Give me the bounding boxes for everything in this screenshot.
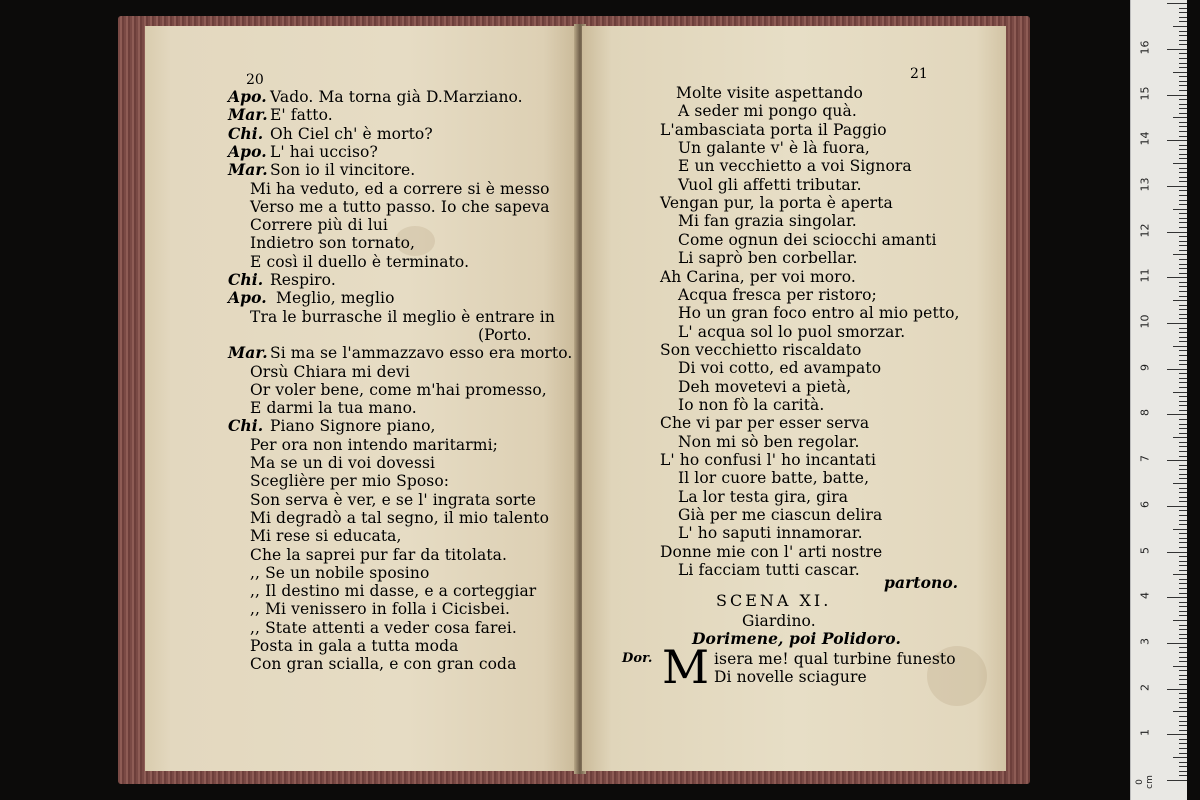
ruler-tick — [1167, 734, 1187, 735]
ruler-tick — [1179, 647, 1187, 648]
ruler-tick — [1179, 227, 1187, 228]
ruler-tick — [1167, 369, 1187, 370]
ruler-tick — [1179, 373, 1187, 374]
ruler-tick — [1179, 501, 1187, 502]
ruler-tick — [1179, 693, 1187, 694]
ruler-tick — [1179, 762, 1187, 763]
ruler-tick — [1179, 510, 1187, 511]
verse-line: Ho un gran foco entro al mio petto, — [678, 304, 960, 323]
verse-line: ,, Il destino mi dasse, e a corteggiar — [250, 582, 537, 601]
ruler-tick — [1179, 488, 1187, 489]
verse-line: Di novelle sciagure — [714, 668, 867, 686]
ruler-tick — [1167, 414, 1187, 415]
ruler-tick — [1173, 72, 1187, 73]
ruler-number: 6 — [1138, 500, 1152, 508]
verse-line: Son serva è ver, e se l' ingrata sorte — [250, 490, 537, 509]
ruler-tick — [1173, 437, 1187, 438]
ruler-tick — [1179, 606, 1187, 607]
ruler-tick — [1179, 401, 1187, 402]
ruler-tick — [1179, 136, 1187, 137]
ruler-tick — [1167, 186, 1187, 187]
ruler-tick — [1179, 547, 1187, 548]
speaker-label: Mar. — [228, 105, 268, 125]
ruler-tick — [1179, 222, 1187, 223]
ruler-number: 15 — [1138, 86, 1152, 100]
ruler-number: 4 — [1138, 592, 1152, 600]
ruler-tick — [1179, 131, 1187, 132]
ruler-tick — [1179, 629, 1187, 630]
ruler-tick — [1179, 40, 1187, 41]
scene-title: SCENA XI. — [716, 591, 832, 610]
ruler-tick — [1179, 497, 1187, 498]
verse-line: Molte visite aspettando — [676, 84, 863, 102]
ruler-tick — [1179, 766, 1187, 767]
ruler-tick — [1179, 104, 1187, 105]
ruler-tick — [1179, 85, 1187, 86]
speaker-label: Chi. — [228, 123, 264, 143]
ruler-tick — [1179, 63, 1187, 64]
ruler-tick — [1179, 282, 1187, 283]
ruler-tick — [1179, 442, 1187, 443]
ruler-tick — [1179, 428, 1187, 429]
ruler-tick — [1179, 172, 1187, 173]
ruler-tick — [1179, 419, 1187, 420]
ruler-tick — [1179, 405, 1187, 406]
ruler-tick — [1179, 748, 1187, 749]
ruler-tick — [1179, 218, 1187, 219]
ruler-tick — [1179, 378, 1187, 379]
ruler-tick — [1173, 620, 1187, 621]
page-number-left: 20 — [246, 72, 264, 88]
ruler-tick — [1173, 483, 1187, 484]
ruler-number: 14 — [1138, 131, 1152, 146]
ruler-tick — [1179, 396, 1187, 397]
verse-line: L' hai ucciso? — [270, 142, 378, 161]
verse-line: Mi ha veduto, ed a correre si è messo — [250, 179, 550, 198]
ruler-tick — [1179, 474, 1187, 475]
verse-line: Già per me ciascun delira — [678, 506, 883, 525]
ruler-tick — [1179, 721, 1187, 722]
ruler-tick — [1179, 561, 1187, 562]
ruler-tick — [1179, 296, 1187, 297]
ruler-tick — [1173, 529, 1187, 530]
verse-line: L' ho saputi innamorar. — [678, 524, 863, 543]
ruler-tick — [1179, 661, 1187, 662]
verse-line: ,, State attenti a veder cosa farei. — [250, 618, 517, 637]
ruler-tick — [1179, 716, 1187, 717]
stage-direction-exit: partono. — [884, 573, 959, 592]
verse-line: Correre più di lui — [250, 216, 388, 235]
ruler-tick — [1173, 346, 1187, 347]
ruler-tick — [1179, 200, 1187, 201]
ruler-tick — [1179, 213, 1187, 214]
verse-line: Ma se un di voi dovessi — [250, 454, 436, 472]
ruler-tick — [1179, 332, 1187, 333]
ruler-tick — [1179, 446, 1187, 447]
ruler-tick — [1179, 698, 1187, 699]
ruler-tick — [1179, 775, 1187, 776]
ruler-tick — [1179, 245, 1187, 246]
ruler-tick — [1179, 753, 1187, 754]
verse-line: Respiro. — [270, 271, 336, 289]
verse-line: Verso me a tutto passo. Io che sapeva — [250, 197, 550, 216]
ruler-tick — [1179, 382, 1187, 383]
ruler-tick — [1179, 126, 1187, 127]
verse-line: L'ambasciata porta il Paggio — [660, 120, 887, 139]
verse-line: Non mi sò ben regolar. — [678, 432, 860, 451]
verse-line: Posta in gala a tutta moda — [250, 637, 459, 655]
verse-line: Sceglière per mio Sposo: — [250, 472, 450, 491]
ruler-tick — [1173, 26, 1187, 27]
ruler-tick — [1179, 478, 1187, 479]
ruler-tick — [1179, 190, 1187, 191]
ruler-tick — [1179, 268, 1187, 269]
ruler-tick — [1179, 583, 1187, 584]
ruler-tick — [1167, 95, 1187, 96]
ruler-tick — [1179, 725, 1187, 726]
verse-line: Piano Signore piano, — [270, 417, 436, 436]
verse-line: Come ognun dei sciocchi amanti — [678, 230, 937, 249]
verse-line: Che la saprei pur far da titolata. — [250, 545, 508, 564]
ruler-tick — [1167, 323, 1187, 324]
ruler-tick — [1167, 506, 1187, 507]
ruler-tick — [1179, 410, 1187, 411]
ruler-tick — [1179, 177, 1187, 178]
ruler-tick — [1179, 341, 1187, 342]
ruler-tick — [1179, 602, 1187, 603]
verse-line: Li facciam tutti cascar. — [678, 561, 860, 580]
ruler-tick — [1167, 780, 1187, 781]
verse-line: Donne mie con l' arti nostre — [660, 542, 883, 561]
ruler-tick — [1179, 204, 1187, 205]
ruler-tick — [1179, 181, 1187, 182]
ruler-tick — [1179, 53, 1187, 54]
ruler-tick — [1179, 158, 1187, 159]
ruler-tick — [1179, 634, 1187, 635]
ruler-tick — [1179, 259, 1187, 260]
verse-line: Si ma se l'ammazzavo esso era morto. — [270, 344, 573, 363]
ruler-tick — [1179, 355, 1187, 356]
scene-characters: Dorimene, poi Polidoro. — [692, 629, 901, 648]
verse-line: Oh Ciel ch' è morto? — [270, 124, 433, 143]
verse-line: Il lor cuore batte, batte, — [678, 469, 870, 488]
ruler-tick — [1179, 12, 1187, 13]
verse-line: Vado. Ma torna già D.Marziano. — [270, 88, 523, 106]
ruler-tick — [1167, 277, 1187, 278]
ruler-number: 13 — [1138, 177, 1152, 192]
verse-line: Meglio, meglio — [276, 289, 395, 308]
verse-line: Ah Carina, per voi moro. — [660, 267, 856, 286]
ruler-tick — [1179, 588, 1187, 589]
ruler-tick — [1179, 542, 1187, 543]
verse-line: ,, Se un nobile sposino — [250, 563, 430, 582]
ruler-number: 5 — [1138, 546, 1152, 554]
ruler-tick — [1179, 743, 1187, 744]
verse-line: Mi degradò a tal segno, il mio talento — [250, 508, 550, 527]
ruler-tick — [1167, 552, 1187, 553]
ruler-tick — [1179, 236, 1187, 237]
ruler-tick — [1179, 579, 1187, 580]
ruler-tick — [1179, 465, 1187, 466]
speaker-label: Mar. — [228, 160, 268, 180]
ruler-tick — [1179, 684, 1187, 685]
ruler-tick — [1179, 305, 1187, 306]
ruler-tick — [1179, 433, 1187, 434]
verse-line: (Porto. — [478, 325, 532, 344]
ruler-number: 3 — [1138, 637, 1152, 645]
ruler-tick — [1173, 757, 1187, 758]
speaker-label: Apo. — [228, 141, 267, 161]
ruler-tick — [1179, 771, 1187, 772]
speaker-label: Apo. — [228, 87, 267, 106]
verse-line: Che vi par per esser serva — [660, 414, 870, 433]
ruler-tick — [1173, 666, 1187, 667]
ruler-tick — [1179, 145, 1187, 146]
ruler-tick — [1179, 35, 1187, 36]
ruler-tick — [1179, 291, 1187, 292]
verse-line: Con gran scialla, e con gran coda — [250, 655, 517, 674]
ruler-tick — [1179, 314, 1187, 315]
ruler-tick — [1173, 163, 1187, 164]
ruler-tick — [1179, 328, 1187, 329]
verse-line: E un vecchietto a voi Signora — [678, 157, 912, 176]
ruler-tick — [1179, 360, 1187, 361]
verse-line: Li saprò ben corbellar. — [678, 249, 858, 268]
ruler-tick — [1179, 556, 1187, 557]
ruler-tick — [1179, 67, 1187, 68]
verse-line: La lor testa gira, gira — [678, 487, 849, 506]
ruler-tick — [1179, 44, 1187, 45]
ruler-tick — [1179, 113, 1187, 114]
verse-line: E' fatto. — [270, 106, 333, 125]
ruler-number: 7 — [1138, 455, 1152, 463]
ruler-tick — [1179, 149, 1187, 150]
ruler-tick — [1179, 538, 1187, 539]
verse-line: Or voler bene, come m'hai promesso, — [250, 380, 547, 399]
ruler-tick — [1179, 108, 1187, 109]
ruler-number: 8 — [1138, 409, 1152, 417]
ruler-tick — [1179, 456, 1187, 457]
verse-line: Per ora non intendo maritarmi; — [250, 435, 498, 454]
ruler-tick — [1173, 300, 1187, 301]
ruler-number: 9 — [1138, 363, 1152, 371]
verse-line: L' acqua sol lo puol smorzar. — [678, 322, 906, 341]
ruler-tick — [1167, 49, 1187, 50]
ruler-tick — [1179, 615, 1187, 616]
verse-line: Mi fan grazia singolar. — [678, 212, 857, 231]
verse-line: ,, Mi venissero in folla i Cicisbei. — [250, 600, 511, 619]
ruler-tick — [1167, 232, 1187, 233]
speaker-label: Dor. — [622, 651, 653, 666]
verse-line: Io non fò la carità. — [678, 395, 825, 414]
ruler-tick — [1167, 3, 1187, 4]
ruler-tick — [1179, 469, 1187, 470]
verse-line: Son vecchietto riscaldato — [660, 340, 862, 359]
verse-line: E darmi la tua mano. — [250, 399, 417, 418]
ruler-tick — [1179, 670, 1187, 671]
ruler-tick — [1179, 364, 1187, 365]
ruler-tick — [1179, 337, 1187, 338]
ruler-tick — [1179, 273, 1187, 274]
ruler-tick — [1167, 597, 1187, 598]
verse-line: Vengan pur, la porta è aperta — [660, 194, 893, 213]
ruler-tick — [1179, 739, 1187, 740]
ruler-tick — [1179, 250, 1187, 251]
ruler-tick — [1179, 533, 1187, 534]
verse-line: Di voi cotto, ed avampato — [678, 359, 882, 378]
ruler-tick — [1173, 254, 1187, 255]
ruler-tick — [1179, 99, 1187, 100]
ruler-tick — [1179, 524, 1187, 525]
verse-line: Son io il vincitore. — [270, 161, 416, 180]
speaker-label: Mar. — [228, 343, 268, 363]
ruler-tick — [1173, 392, 1187, 393]
ruler-unit-label: 0 cm — [1135, 775, 1155, 789]
ruler-tick — [1179, 492, 1187, 493]
ruler-tick — [1179, 675, 1187, 676]
ruler-tick — [1179, 90, 1187, 91]
verse-line: Deh movetevi a pietà, — [678, 377, 852, 396]
ruler-tick — [1179, 318, 1187, 319]
ruler-number: 1 — [1138, 729, 1152, 737]
ruler-tick — [1179, 264, 1187, 265]
ruler-tick — [1179, 565, 1187, 566]
verse-line: Orsù Chiara mi devi — [250, 362, 410, 381]
ruler-number: 11 — [1138, 268, 1152, 283]
ruler-tick — [1179, 387, 1187, 388]
verse-line: Indietro son tornato, — [250, 234, 416, 253]
ruler-tick — [1179, 309, 1187, 310]
ruler-tick — [1173, 574, 1187, 575]
ruler-tick — [1179, 515, 1187, 516]
ruler-tick — [1179, 350, 1187, 351]
ruler-number: 2 — [1138, 683, 1152, 691]
ruler-tick — [1179, 122, 1187, 123]
ruler-tick — [1179, 593, 1187, 594]
ruler-tick — [1179, 638, 1187, 639]
ruler-tick — [1179, 730, 1187, 731]
verse-line: Acqua fresca per ristoro; — [678, 285, 877, 304]
ruler-tick — [1179, 570, 1187, 571]
ruler-tick — [1179, 679, 1187, 680]
ruler-tick — [1179, 652, 1187, 653]
ruler-tick — [1167, 643, 1187, 644]
ruler-tick — [1179, 168, 1187, 169]
ruler-tick — [1179, 21, 1187, 22]
ruler-tick — [1179, 611, 1187, 612]
ruler-tick — [1167, 689, 1187, 690]
ruler-tick — [1173, 209, 1187, 210]
ruler-tick — [1179, 17, 1187, 18]
ruler-tick — [1179, 154, 1187, 155]
verse-line: isera me! qual turbine funesto — [714, 650, 956, 668]
speaker-label: Chi. — [228, 270, 264, 289]
ruler-tick — [1179, 424, 1187, 425]
ruler-tick — [1179, 451, 1187, 452]
ruler-tick — [1173, 117, 1187, 118]
verse-line: Un galante v' è là fuora, — [678, 139, 870, 158]
measurement-ruler — [1130, 0, 1187, 800]
verse-line: Mi rese si educata, — [250, 527, 402, 546]
ruler-tick — [1179, 195, 1187, 196]
ruler-tick — [1173, 711, 1187, 712]
speaker-label: Apo. — [228, 288, 267, 308]
verse-line: Tra le burrasche il meglio è entrare in — [250, 307, 555, 326]
ruler-tick — [1179, 625, 1187, 626]
ruler-tick — [1179, 286, 1187, 287]
speaker-label: Chi. — [228, 416, 264, 436]
verse-line: Vuol gli affetti tributar. — [678, 175, 862, 194]
page-number-right: 21 — [910, 66, 928, 82]
ruler-tick — [1179, 520, 1187, 521]
drop-cap: M — [662, 640, 710, 694]
ruler-tick — [1179, 58, 1187, 59]
ruler-tick — [1179, 81, 1187, 82]
ruler-tick — [1167, 460, 1187, 461]
verse-line: E così il duello è terminato. — [250, 252, 470, 271]
verse-line: A seder mi pongo quà. — [678, 102, 857, 121]
ruler-tick — [1179, 31, 1187, 32]
ruler-tick — [1179, 702, 1187, 703]
ruler-number: 16 — [1138, 40, 1152, 55]
ruler-tick — [1179, 8, 1187, 9]
verse-line: L' ho confusi l' ho incantati — [660, 451, 877, 469]
ruler-tick — [1179, 241, 1187, 242]
ruler-number: 10 — [1138, 314, 1152, 329]
ruler-tick — [1167, 140, 1187, 141]
ruler-number: 12 — [1138, 223, 1152, 238]
scene-setting: Giardino. — [742, 612, 816, 630]
ruler-tick — [1179, 657, 1187, 658]
ruler-tick — [1179, 707, 1187, 708]
ruler-tick — [1179, 76, 1187, 77]
